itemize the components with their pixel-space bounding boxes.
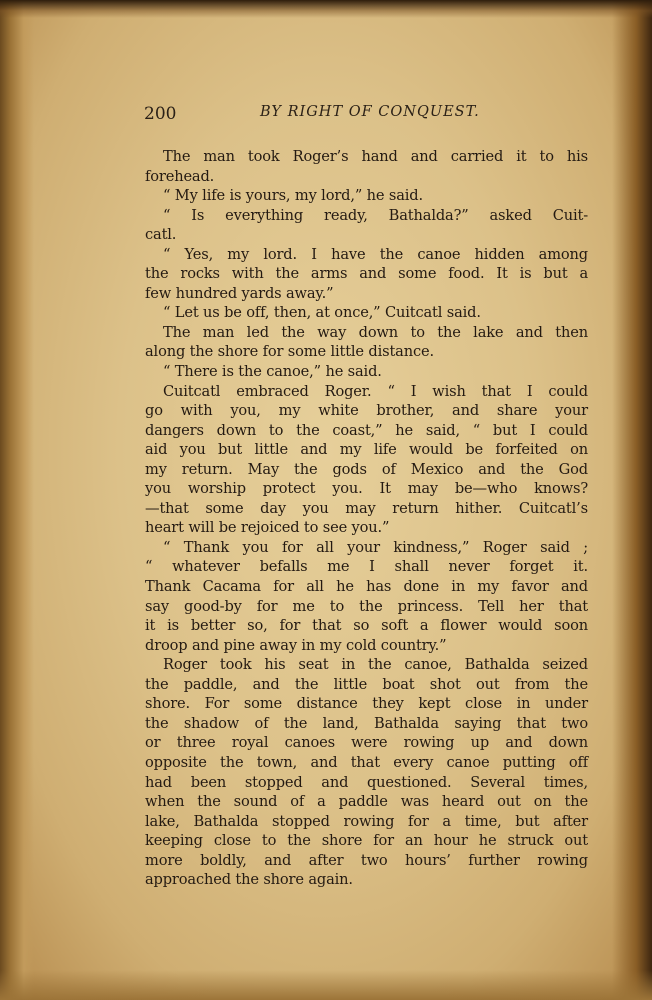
page-number: 200 xyxy=(144,104,177,124)
text-line: droop and pine away in my cold country.” xyxy=(145,636,447,654)
text-line: the rocks with the arms and some food. It is but a xyxy=(145,265,588,283)
text-line: catl. xyxy=(145,226,177,244)
page-top-shadow xyxy=(0,0,652,18)
text-line: few hundred yards away.” xyxy=(145,284,334,302)
text-line: keeping close to the shore for an hour he struck out xyxy=(145,832,588,850)
page-edge-shadow xyxy=(612,0,652,1000)
text-line: “ Is everything ready, Bathalda?” asked Cuit- xyxy=(163,206,588,224)
text-line: dangers down to the coast,” he said, “ but I could xyxy=(145,421,588,439)
text-line: the shadow of the land, Bathalda saying that two xyxy=(145,714,588,732)
page-binding-shadow xyxy=(0,0,34,1000)
text-line: the paddle, and the little boat shot out from the xyxy=(145,675,588,693)
text-line: or three royal canoes were rowing up and down xyxy=(145,734,588,752)
text-line: had been stopped and questioned. Several times, xyxy=(145,773,588,791)
text-line: go with you, my white brother, and share your xyxy=(145,402,588,420)
page-bottom-shadow xyxy=(0,970,652,1000)
text-line: forehead. xyxy=(145,167,215,185)
text-line: The man took Roger’s hand and carried it to his xyxy=(163,148,588,165)
text-line: more boldly, and after two hours’ further rowing xyxy=(145,851,588,869)
text-line: it is better so, for that so soft a flower would soon xyxy=(145,617,588,635)
body-text xyxy=(145,147,588,890)
running-title: BY RIGHT OF CONQUEST. xyxy=(260,104,480,120)
text-line: “ My life is yours, my lord,” he said. xyxy=(163,187,423,205)
text-line: when the sound of a paddle was heard out on the xyxy=(145,793,588,811)
text-line: heart will be rejoiced to see you.” xyxy=(145,519,390,537)
text-line: The man led the way down to the lake and then xyxy=(163,323,588,341)
text-line: along the shore for some little distance. xyxy=(145,343,434,361)
text-line: approached the shore again. xyxy=(145,871,353,889)
text-line: “ Yes, my lord. I have the canoe hidden among xyxy=(163,245,588,263)
text-line: “ Thank you for all your kindness,” Roger said ; xyxy=(163,538,588,556)
page-header xyxy=(144,104,590,128)
text-line: “ Let us be off, then, at once,” Cuitcatl said. xyxy=(163,304,481,322)
text-line: shore. For some distance they kept close in under xyxy=(145,695,588,713)
text-line: —that some day you may return hither. Cuitcatl’s xyxy=(145,499,588,517)
text-line: Thank Cacama for all he has done in my favor and xyxy=(145,578,588,596)
text-line: aid you but little and my life would be forfeited on xyxy=(145,441,588,459)
text-line: say good-by for me to the princess. Tell her that xyxy=(145,597,588,615)
text-line: opposite the town, and that every canoe putting off xyxy=(145,753,588,771)
text-line: “ There is the canoe,” he said. xyxy=(163,363,382,381)
text-line: lake, Bathalda stopped rowing for a time, but after xyxy=(145,812,588,830)
text-line: “ whatever befalls me I shall never forget it. xyxy=(145,558,588,576)
text-line: my return. May the gods of Mexico and the God xyxy=(145,460,588,478)
text-line: you worship protect you. It may be—who knows? xyxy=(145,480,588,498)
text-line: Roger took his seat in the canoe, Bathalda seized xyxy=(163,656,588,674)
text-line: Cuitcatl embraced Roger. “ I wish that I could xyxy=(163,382,588,400)
